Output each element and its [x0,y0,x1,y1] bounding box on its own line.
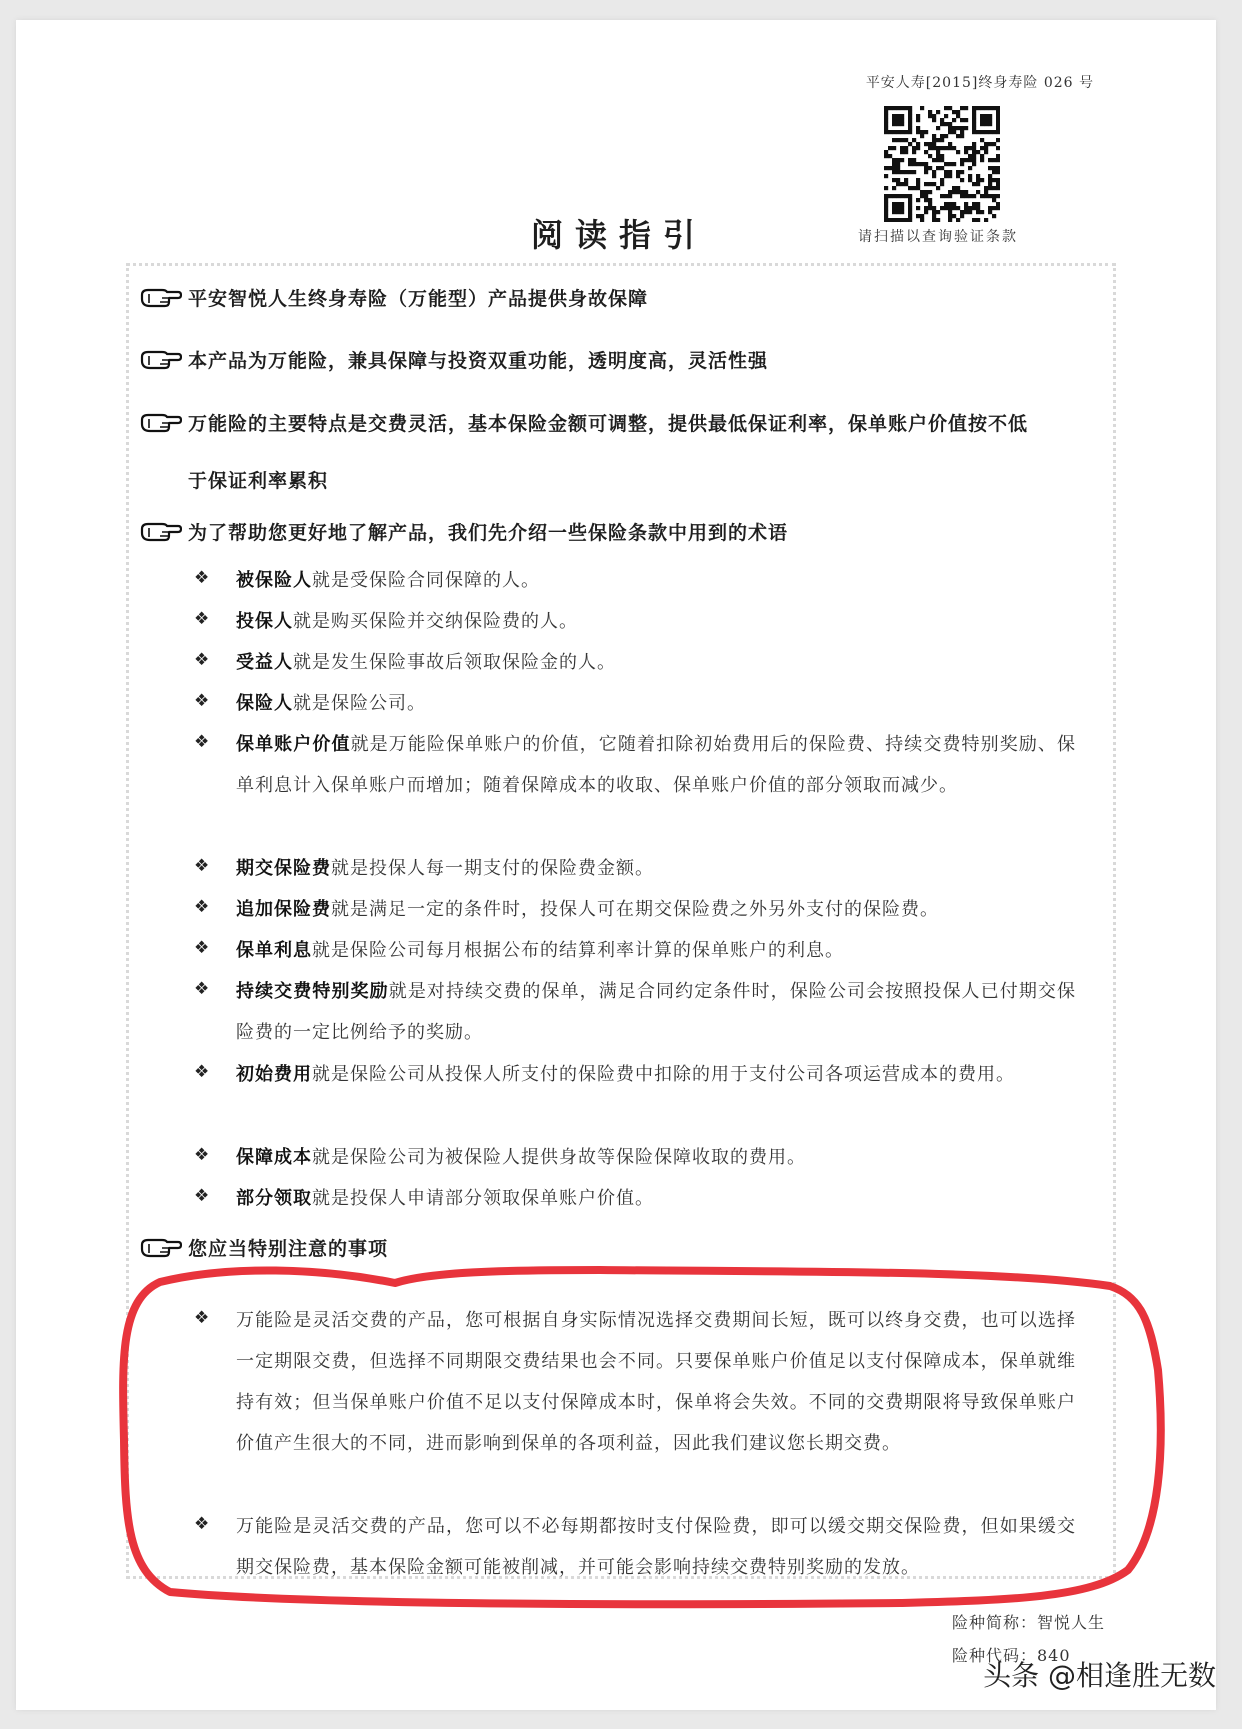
term-item [236,724,1076,806]
bullet-icon: ❖ [194,568,210,588]
bullet-icon: ❖ [194,897,210,917]
pointing-hand-icon [140,1236,182,1258]
heading-special-notice: 您应当特别注意的事项 [188,1238,389,1260]
heading-terms-intro: 为了帮助您更好地了解产品，我们先介绍一些保险条款中用到的术语 [188,522,789,544]
term-label: 部分领取 [236,1188,312,1209]
bullet-icon: ❖ [194,1514,210,1534]
term-item [236,971,1076,1053]
term-label: 期交保险费 [236,858,331,879]
term-label: 追加保险费 [236,899,331,920]
qr-code [884,106,1000,222]
bullet-icon: ❖ [194,691,210,711]
bullet-icon: ❖ [194,1145,210,1165]
term-item [236,848,1076,889]
bullet-icon: ❖ [194,1062,210,1082]
term-label: 保单利息 [236,940,312,961]
heading-main-features: 万能险的主要特点是交费灵活，基本保险金额可调整，提供最低保证利率，保单账户价值按不低 [188,413,1029,435]
heading-product-type: 本产品为万能险，兼具保障与投资双重功能，透明度高，灵活性强 [188,350,769,372]
term-definition: 就是购买保险并交纳保险费的人。 [293,611,578,632]
bullet-icon: ❖ [194,650,210,670]
term-item [236,889,1076,930]
term-label: 持续交费特别奖励 [236,981,389,1002]
bullet-icon: ❖ [194,732,210,752]
pointing-hand-icon [140,520,182,542]
heading-main-features-cont: 于保证利率累积 [188,470,329,492]
bullet-icon: ❖ [194,979,210,999]
heading-death-benefit: 平安智悦人生终身寿险（万能型）产品提供身故保障 [188,288,649,310]
term-item [236,1178,1076,1219]
term-label: 保险人 [236,693,293,714]
term-item [236,683,1076,724]
pointing-hand-icon [140,411,182,433]
term-label: 投保人 [236,611,293,632]
term-definition: 就是对持续交费的保单，满足合同约定条件时，保险公司会按照投保人已付期交保险费的一定比例给予的奖励。 [236,981,1077,1043]
term-definition: 就是受保险合同保障的人。 [312,570,540,591]
pointing-hand-icon [140,286,182,308]
document-number: 平安人寿[2015]终身寿险 026 号 [865,75,1094,91]
bullet-icon: ❖ [194,609,210,629]
notice-item: 万能险是灵活交费的产品，您可根据自身实际情况选择交费期间长短，既可以终身交费，也可以选择一定期限交费，但选择不同期限交费结果也会不同。只要保单账户价值足以支付保障成本，保单就维持有效；但当保单账户价值不足以支付保障成本时，保单将会失效。不同的交费期限将导致保单账户价值产生很大的不同，进而影响到保单的各项利益，因此我们建议您长期交费。 [236,1310,1076,1454]
bullet-icon: ❖ [194,938,210,958]
page-title: 阅读指引 [530,216,707,254]
product-code: 险种代码：840 [952,1646,1071,1665]
term-definition: 就是万能险保单账户的价值，它随着扣除初始费用后的保险费、持续交费特别奖励、保单利息计入保单账户而增加；随着保障成本的收取、保单账户价值的部分领取而减少。 [236,734,1077,796]
term-label: 受益人 [236,652,293,673]
watermark: 头条 @相逢胜无数 [983,1659,1216,1692]
term-definition: 就是投保人申请部分领取保单账户价值。 [312,1188,654,1209]
term-item [236,930,1076,971]
scan-caption: 请扫描以查询验证条款 [858,229,1018,245]
term-item [236,642,1076,683]
term-item [236,601,1076,642]
term-item [236,1054,1076,1095]
product-short-name: 险种简称：智悦人生 [952,1613,1106,1632]
term-definition: 就是保险公司每月根据公布的结算利率计算的保单账户的利息。 [312,940,844,961]
bullet-icon: ❖ [194,856,210,876]
term-definition: 就是保险公司从投保人所支付的保险费中扣除的用于支付公司各项运营成本的费用。 [312,1064,1015,1085]
term-definition: 就是满足一定的条件时，投保人可在期交保险费之外另外支付的保险费。 [331,899,939,920]
bullet-icon: ❖ [194,1308,210,1328]
bullet-icon: ❖ [194,1186,210,1206]
term-definition: 就是保险公司。 [293,693,426,714]
term-definition: 就是投保人每一期支付的保险费金额。 [331,858,654,879]
term-label: 被保险人 [236,570,312,591]
term-label: 保单账户价值 [236,734,351,755]
term-item [236,560,1076,601]
term-definition: 就是保险公司为被保险人提供身故等保险保障收取的费用。 [312,1147,806,1168]
term-definition: 就是发生保险事故后领取保险金的人。 [293,652,616,673]
pointing-hand-icon [140,348,182,370]
term-item [236,1137,1076,1178]
term-label: 初始费用 [236,1064,312,1085]
notice-item: 万能险是灵活交费的产品，您可以不必每期都按时支付保险费，即可以缓交期交保险费，但如果缓交期交保险费，基本保险金额可能被削减，并可能会影响持续交费特别奖励的发放。 [236,1516,1076,1578]
term-label: 保障成本 [236,1147,312,1168]
